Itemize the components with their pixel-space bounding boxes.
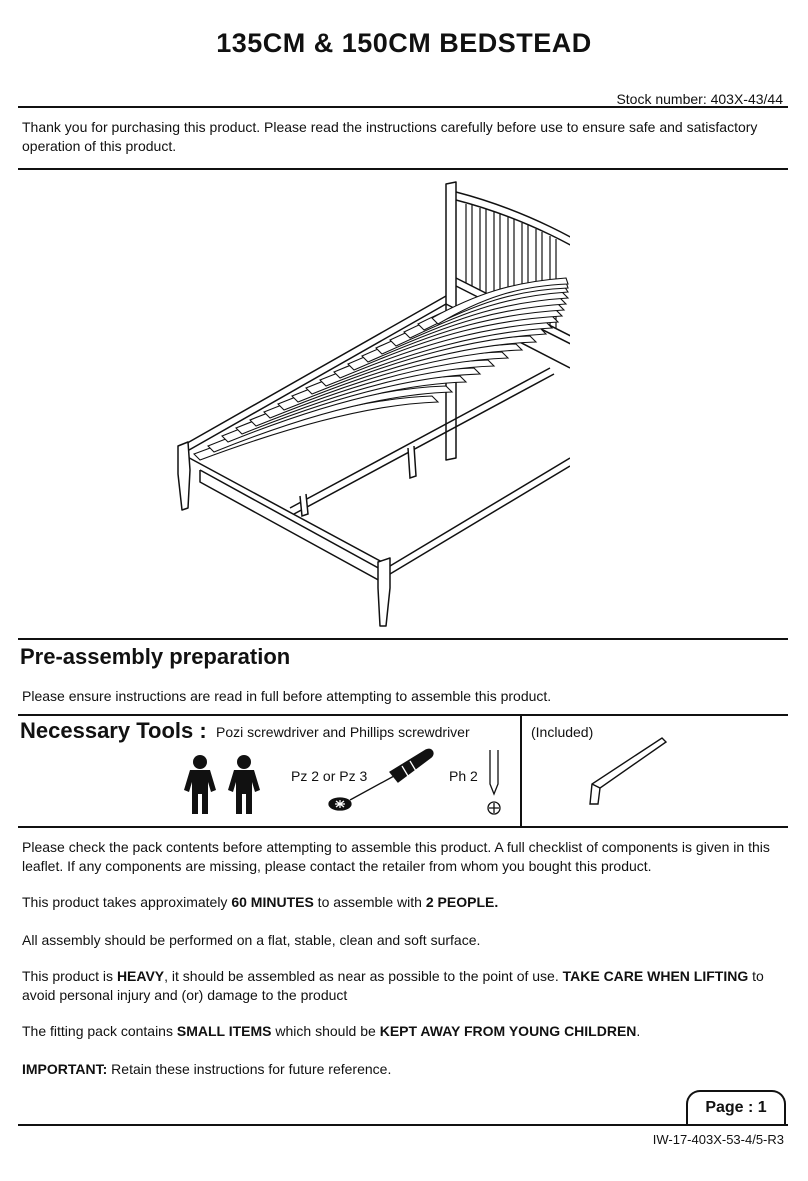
intro-text: Thank you for purchasing this product. Please read the instructions carefully before use to ensure safe and satisfactory operation of this product. bbox=[22, 119, 758, 154]
included-label: (Included) bbox=[531, 724, 594, 740]
bedstead-illustration bbox=[170, 178, 570, 630]
phillips-size-label: Ph 2 bbox=[449, 768, 478, 784]
phillips-bit-icon bbox=[484, 748, 504, 818]
two-person-icon bbox=[182, 754, 266, 816]
tools-description: Pozi screwdriver and Phillips screwdriver bbox=[216, 724, 470, 740]
read-note: Please ensure instructions are read in full before attempting to assemble this product. bbox=[22, 688, 552, 704]
section-heading: Pre-assembly preparation bbox=[20, 644, 291, 669]
tools-divider bbox=[520, 716, 522, 826]
divider bbox=[18, 638, 788, 640]
divider bbox=[18, 714, 788, 716]
document-title: 135CM & 150CM BEDSTEAD bbox=[216, 28, 592, 58]
assembly-time-text: This product takes approximately 60 MINUTES to assemble with 2 PEOPLE. bbox=[22, 894, 499, 910]
document-id: IW-17-403X-53-4/5-R3 bbox=[652, 1132, 784, 1147]
divider bbox=[18, 168, 788, 170]
heavy-warning-text: This product is HEAVY, it should be assembled as near as possible to the point of use. TAKE CARE WHEN LIFTING to avoid personal injury and (or) damage to the product bbox=[22, 968, 764, 1003]
pozi-size-label: Pz 2 or Pz 3 bbox=[291, 768, 368, 784]
divider bbox=[18, 1124, 788, 1126]
page-number: Page : 1 bbox=[705, 1099, 767, 1116]
screwdriver-icon bbox=[328, 742, 438, 814]
tools-heading: Necessary Tools : bbox=[20, 718, 207, 743]
small-items-warning-text: The fitting pack contains SMALL ITEMS which should be KEPT AWAY FROM YOUNG CHILDREN. bbox=[22, 1023, 641, 1039]
important-text: IMPORTANT: Retain these instructions for future reference. bbox=[22, 1061, 392, 1077]
surface-text: All assembly should be performed on a flat, stable, clean and soft surface. bbox=[22, 932, 481, 948]
check-pack-text: Please check the pack contents before attempting to assemble this product. A full checklist of components is given in this leaflet. If any components are missing, please contact the retailer from whom you bought this product. bbox=[22, 839, 770, 874]
allen-key-icon bbox=[578, 734, 668, 808]
divider bbox=[18, 826, 788, 828]
stock-number: Stock number: 403X-43/44 bbox=[616, 91, 783, 107]
